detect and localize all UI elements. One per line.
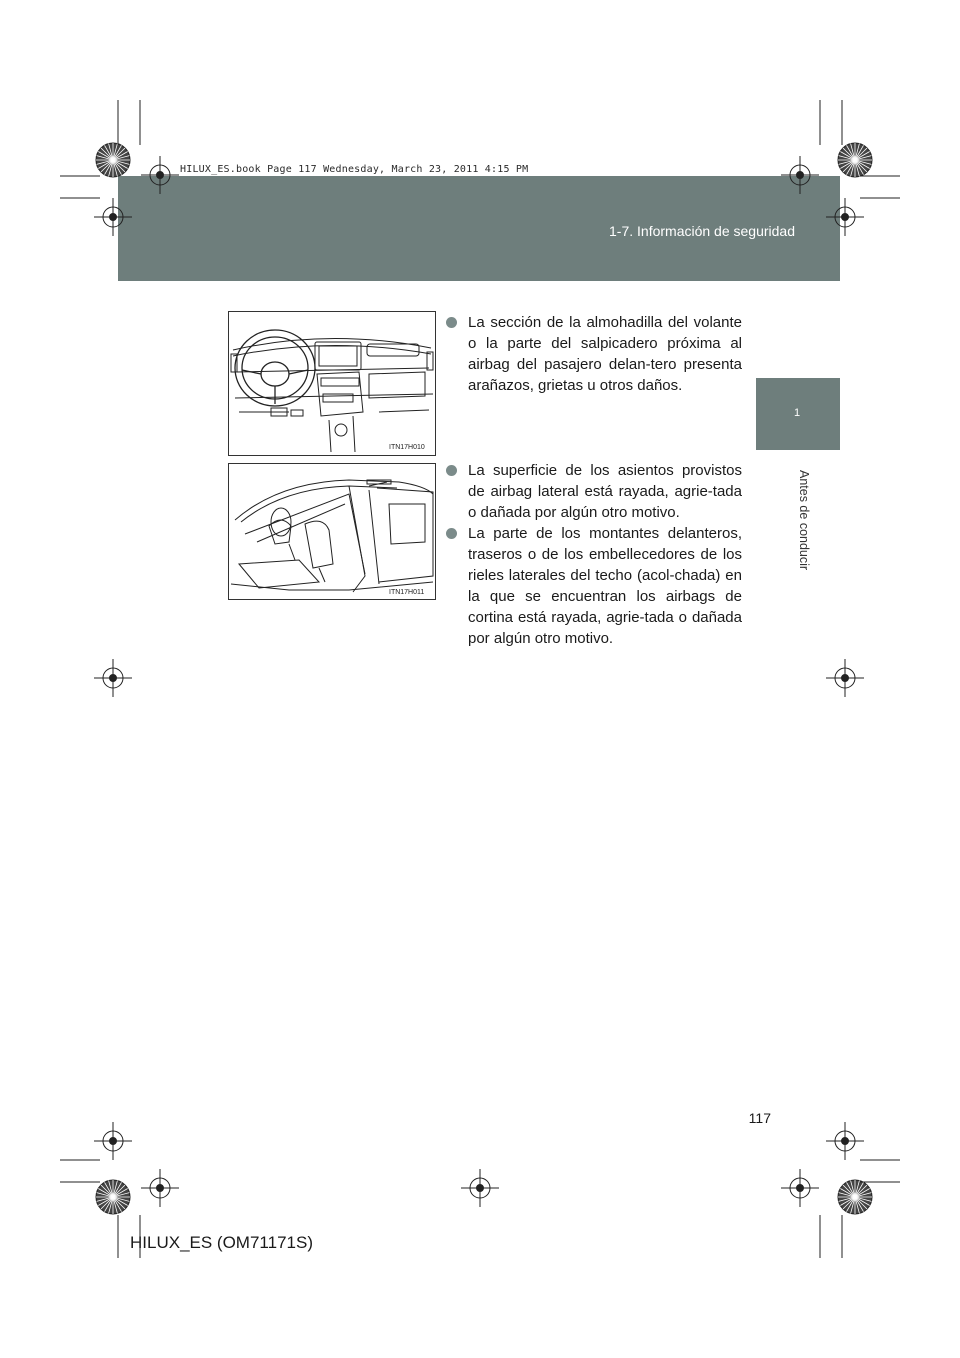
book-file-meta: HILUX_ES.book Page 117 Wednesday, March 23, 2011 4:15 PM [180,164,529,175]
bullet-text: La parte de los montantes delanteros, traseros o de los embellecedores de los rieles laterales del techo (acol-chada) en la que se encuentran los airbags de cortina está rayada, agrie-tada o dañada por algún otro motivo. [468,525,742,647]
chapter-label: Antes de conducir [797,470,811,571]
page-number: 117 [748,1110,771,1126]
chapter-number: 1 [794,407,801,419]
figure-code: ITN17H010 [389,444,425,451]
section-title: 1-7. Información de seguridad [609,223,795,239]
model-code: HILUX_ES (OM71171S) [130,1233,313,1252]
bullet-text: La superficie de los asientos provistos de airbag lateral está rayada, agrie-tada o dañada por algún otro motivo. [468,462,742,521]
bullet-text: La sección de la almohadilla del volante o la parte del salpicadero próxima al airbag del pasajero delan-tero presenta arañazos, grietas u otros daños. [468,314,742,394]
figure-code: ITN17H011 [389,589,425,596]
